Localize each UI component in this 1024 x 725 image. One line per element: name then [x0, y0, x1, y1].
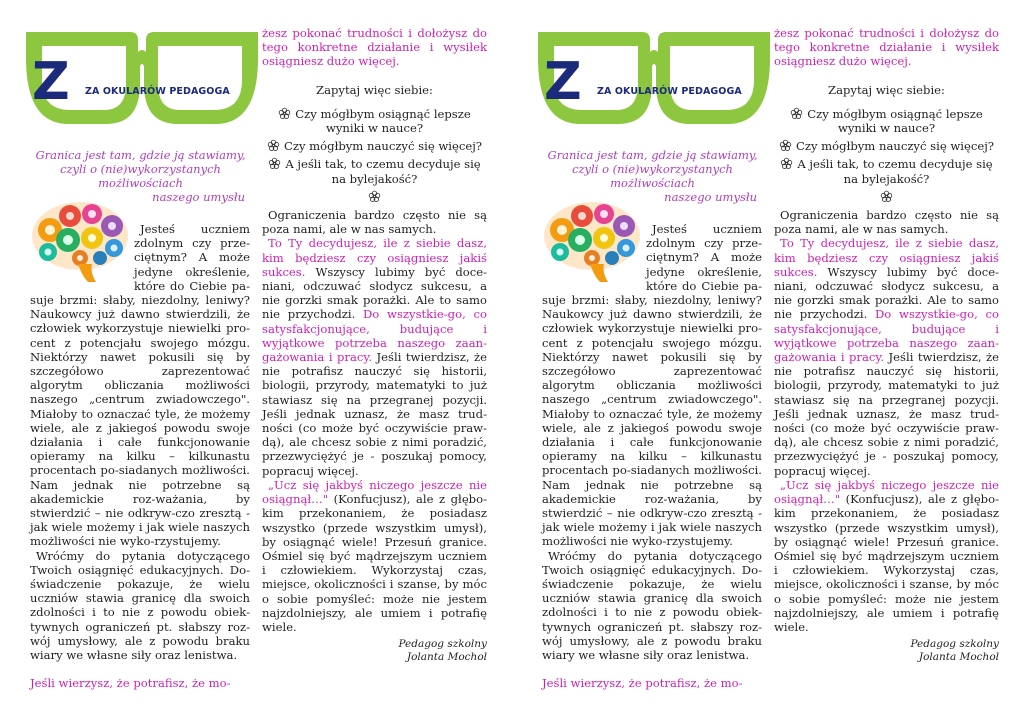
paragraph: żesz pokonać trudności i dołożysz do tego konkretne działanie i wysiłek osiągniesz dużo więcej.	[262, 26, 487, 69]
question-item: Czy mógłbym nauczyć się więcej?	[774, 139, 999, 153]
flower-icon	[780, 157, 793, 170]
motto-line: możliwościach	[98, 176, 183, 190]
paragraph: „Ucz się jakbyś niczego jeszcze nie osiągnął…" (Konfucjusz), ale z głębo-kim przekonaniem, że posiadasz wszystko (przede wszystkim umysł), by osiągnąć wiele! Przesuń granice. Ośmiel się być mądrzejszym uczniem i człowiekiem. Wykorzystaj czas, miejsce, okoliczności i szanse, by móc o sobie pomyśleć: może nie jestem najzdolniejszy, ale umiem i potrafię wiele.	[262, 477, 487, 634]
question-item: A jeśli tak, to czemu decyduje się na bylejakość?	[262, 157, 487, 185]
paragraph-continued: Jeśli wierzysz, że potrafisz, że mo-	[30, 676, 231, 691]
paragraph: „Ucz się jakbyś niczego jeszcze nie osiągnął…" (Konfucjusz), ale z głębo-kim przekonaniem, że posiadasz wszystko (przede wszystkim umysł), by osiągnąć wiele! Przesuń granice. Ośmiel się być mądrzejszym uczniem i człowiekiem. Wykorzystaj czas, miejsce, okoliczności i szanse, by móc o sobie pomyśleć: może nie jestem najzdolniejszy, ale umiem i potrafię wiele.	[774, 477, 999, 634]
motto-line: Granica jest tam, gdzie ją stawiamy,	[547, 148, 758, 162]
question-item: Czy mógłbym osiągnąć lepsze wyniki w nauce?	[774, 107, 999, 135]
paragraph: Wróćmy do pytania dotyczącego Twoich osiągnięć edukacyjnych. Do-świadczenie pokazuje, że wielu uczniów stawia granicę dla swoich zdolności i to nie z powodu obiek-tywnych ograniczeń pt. słabszy roz-wój umysłowy, ale z powodu braku wiary we własne siły oraz lenistwa.	[30, 548, 250, 663]
question-item: Czy mógłbym osiągnąć lepsze wyniki w nauce?	[262, 107, 487, 135]
paragraph: Ograniczenia bardzo często nie są poza nami, ale w nas samych.	[262, 208, 487, 237]
question-heading: Zapytaj więc siebie:	[828, 82, 945, 97]
paragraph: Jesteś uczniem zdolnym czy prze-ciętnym? A może jedyne określenie, które do Ciebie pa-suje brzmi: słaby, niezdolny, leniwy? Naukowcy już dawno stwierdzili, że człowiek wykorzystuje niewielki pro-cent z potencjału swojego mózgu. Niektórzy nawet pokusili się by szczegółowo zaprezentować algorytm obliczania możliwości naszego „centrum zwiadowczego". Miałoby to oznaczać tyle, że możemy wiele, ale z jakiegoś powodu swoje działania i całe funkcjonowanie opieramy na kilku – kilkunastu procentach po-siadanych możliwości. Nam jednak nie potrzebne są akademickie roz-ważania, by stwierdzić – nie odkryw-czo zresztą - jak wiele możemy i jak wiele naszych możliwości nie wyko-rzystujemy.	[30, 222, 250, 549]
motto-line: Granica jest tam, gdzie ją stawiamy,	[35, 148, 246, 162]
header-tagline: ZA OKULARÓW PEDAGOGA	[597, 86, 742, 97]
flower-icon	[267, 139, 280, 152]
signature: Pedagog szkolny Jolanta Mochol	[398, 638, 487, 663]
paragraph: Wróćmy do pytania dotyczącego Twoich osiągnięć edukacyjnych. Do-świadczenie pokazuje, że wielu uczniów stawia granicę dla swoich zdolności i to nie z powodu obiek-tywnych ograniczeń pt. słabszy roz-wój umysłowy, ale z powodu braku wiary we własne siły oraz lenistwa.	[542, 548, 762, 663]
signature: Pedagog szkolny Jolanta Mochol	[910, 638, 999, 663]
flower-icon	[790, 107, 803, 120]
leaflet-page	[512, 0, 1024, 725]
question-item: Czy mógłbym nauczyć się więcej?	[262, 139, 487, 153]
header-letter: Z	[32, 52, 70, 112]
column-left	[30, 222, 250, 691]
flower-icon	[779, 139, 792, 152]
motto-line: możliwościach	[610, 176, 695, 190]
question-heading: Zapytaj więc siebie:	[316, 82, 433, 97]
flower-icon	[880, 190, 893, 203]
flower-icon	[268, 157, 281, 170]
question-item: A jeśli tak, to czemu decyduje się na bylejakość?	[774, 157, 999, 185]
column-right	[774, 26, 999, 663]
paragraph: To Ty decydujesz, ile z siebie dasz, kim będziesz czy osiągniesz jakiś sukces. Wszyscy lubimy być doce-niani, odczuwać słodycz sukcesu, a nie gorzki smak porażki. Ale to samo nie przychodzi. Do wszystkie-go, co satysfakcjonujące, budujące i wyjątkowe potrzeba naszego zaan-gażowania i pracy. Jeśli twierdzisz, że nie potrafisz nauczyć się historii, biologii, przyrody, matematyki to już stawiasz się na przegranej pozycji. Jeśli jednak uznasz, że masz trud-ności (co może być oczywiście praw-dą), ale chcesz sobie z nimi poradzić, przezwyciężyć je - poszukaj pomocy, popracuj więcej.	[262, 236, 487, 478]
paragraph: żesz pokonać trudności i dołożysz do tego konkretne działanie i wysiłek osiągniesz dużo więcej.	[774, 26, 999, 69]
paragraph: Ograniczenia bardzo często nie są poza nami, ale w nas samych.	[774, 208, 999, 237]
header-tagline: ZA OKULARÓW PEDAGOGA	[85, 86, 230, 97]
paragraph: To Ty decydujesz, ile z siebie dasz, kim będziesz czy osiągniesz jakiś sukces. Wszyscy lubimy być doce-niani, odczuwać słodycz sukcesu, a nie gorzki smak porażki. Ale to samo nie przychodzi. Do wszystkie-go, co satysfakcjonujące, budujące i wyjątkowe potrzeba naszego zaan-gażowania i pracy. Jeśli twierdzisz, że nie potrafisz nauczyć się historii, biologii, przyrody, matematyki to już stawiasz się na przegranej pozycji. Jeśli jednak uznasz, że masz trud-ności (co może być oczywiście praw-dą), ale chcesz sobie z nimi poradzić, przezwyciężyć je - poszukaj pomocy, popracuj więcej.	[774, 236, 999, 478]
flower-icon	[368, 190, 381, 203]
motto-line: czyli o (nie)wykorzystanych	[572, 162, 733, 176]
column-left	[542, 222, 762, 691]
motto-line: naszego umysłu	[664, 190, 757, 204]
motto-line: naszego umysłu	[152, 190, 245, 204]
column-right	[262, 26, 487, 663]
motto-line: czyli o (nie)wykorzystanych	[60, 162, 221, 176]
header-letter: Z	[544, 52, 582, 112]
paragraph-continued: Jeśli wierzysz, że potrafisz, że mo-	[542, 676, 743, 691]
paragraph: Jesteś uczniem zdolnym czy prze-ciętnym? A może jedyne określenie, które do Ciebie pa-suje brzmi: słaby, niezdolny, leniwy? Naukowcy już dawno stwierdzili, że człowiek wykorzystuje niewielki pro-cent z potencjału swojego mózgu. Niektórzy nawet pokusili się by szczegółowo zaprezentować algorytm obliczania możliwości naszego „centrum zwiadowczego". Miałoby to oznaczać tyle, że możemy wiele, ale z jakiegoś powodu swoje działania i całe funkcjonowanie opieramy na kilku – kilkunastu procentach po-siadanych możliwości. Nam jednak nie potrzebne są akademickie roz-ważania, by stwierdzić – nie odkryw-czo zresztą - jak wiele możemy i jak wiele naszych możliwości nie wyko-rzystujemy.	[542, 222, 762, 549]
flower-icon	[278, 107, 291, 120]
